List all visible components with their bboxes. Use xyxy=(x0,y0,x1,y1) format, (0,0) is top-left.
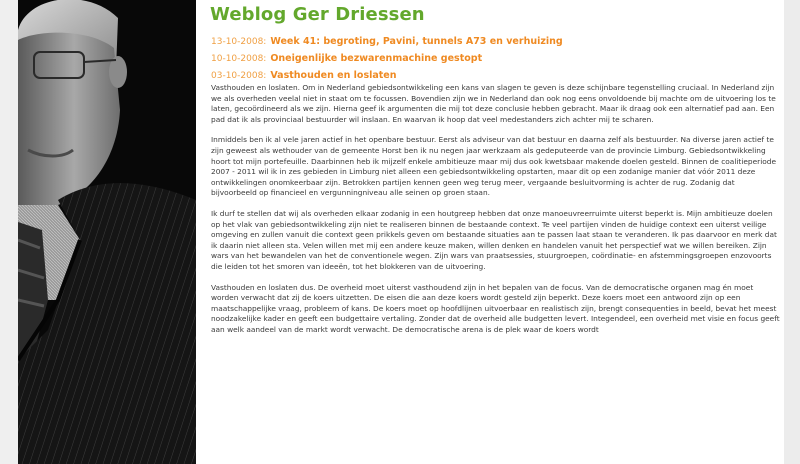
main-content xyxy=(196,0,784,464)
post-title[interactable]: Week 41: begroting, Pavini, tunnels A73 en verhuizing xyxy=(270,36,563,47)
article-paragraph: Ik durf te stellen dat wij als overheden elkaar zodanig in een houtgreep hebben dat onze manoeuvreerruimte uiterst beperkt is. Mijn ambitieuze doelen op het vlak van gebiedsontwikkeling zijn niet te realiseren binnen de bestaande context. Te veel partijen vinden de huidige context een uiterst veilige omgeving en zullen vanuit die context geen prikkels geven om bestaande situaties aan te passen laat staan te veranderen. Ik pas daarvoor en merk dat ik daarin niet alleen sta. Velen willen met mij een andere keuze maken, willen denken en handelen vanuit het perspectief wat we willen bereiken. Zijn wars van het bewandelen van het de conventionele wegen. Zijn wars van praatsessies, stuurgroepen, coördinatie- en afstemmingsgroepen enzovoorts die leiden tot het smoren van ideeën, tot het blokkeren van de uitvoering. xyxy=(211,208,777,271)
post-title[interactable]: Oneigenlijke bezwarenmachine gestopt xyxy=(270,53,483,64)
post-date: 10-10-2008: xyxy=(211,54,267,64)
article-body xyxy=(211,83,781,345)
post-date: 13-10-2008: xyxy=(211,37,267,47)
site-title[interactable]: Weblog Ger Driessen xyxy=(210,4,425,25)
post-link[interactable] xyxy=(211,70,397,81)
left-margin xyxy=(0,0,18,464)
post-date: 03-10-2008: xyxy=(211,71,267,81)
article-paragraph: Inmiddels ben ik al vele jaren actief in het openbare bestuur. Eerst als adviseur van dat bestuur en daarna zelf als bestuurder. Na diverse jaren actief te zijn geweest als wethouder van de gemeente Horst ben ik nu negen jaar werkzaam als gedeputeerde van de provincie Limburg. Gebiedsontwikkeling hoort tot mijn portefeuille. Daarbinnen heb ik mijzelf enkele ambitieuze maar mij dus ook kwetsbaar makende doelen gesteld. Binnen de coalitieperiode 2007 - 2011 wil ik in zes gebieden in Limburg niet alleen een gebiedsontwikkeling opstarten, maar dit op een zodanige manier dat vóór 2011 deze ontwikkelingen onomkeerbaar zijn. Betrokken partijen kennen geen weg terug meer, vergaande besluitvorming is achter de rug. Zodanig dat bijvoorbeeld op financieel en vergunningniveau alle seinen op groen staan. xyxy=(211,135,777,198)
post-title[interactable]: Vasthouden en loslaten xyxy=(270,70,397,81)
article-paragraph: Vasthouden en loslaten dus. De overheid moet uiterst vasthoudend zijn in het bepalen van de focus. Van de democratische organen mag én moet worden verwacht dat zij de koers uitzetten. De eisen die aan deze koers wordt gesteld zijn beperkt. Deze koers moet een antwoord zijn op een maatschappelijke vraag, probleem of kans. De koers moet op hoofdlijnen uitvoerbaar en realistisch zijn, brengt consequenties in beeld, bevat het meest noodzakelijke kader en geeft een budgettaire vertaling. Zonder dat de overheid alle budgetten levert. Integendeel, een overheid met visie en focus geeft aan welk aandeel van de markt wordt verwacht. De democratische arena is de plek waar de koers wordt xyxy=(211,282,780,334)
portrait-photo xyxy=(18,0,196,464)
article-paragraph: Vasthouden en loslaten. Om in Nederland gebiedsontwikkeling een kans van slagen te geven is deze schijnbare tegenstelling cruciaal. In Nederland zijn we als overheden veelal niet in staat om te focussen. Bovendien zijn we in Nederland dan ook nog eens onvoldoende bij machte om de uitvoering los te laten, gecoördineerd als we zijn. Hierna geef ik argumenten die mij tot deze conclusie hebben gebracht. Maar ik draag ook een alternatief pad aan. Een pad dat ik als provinciaal bestuurder wil inslaan. En waarvan ik hoop dat veel medestanders zich achter mij te scharen. xyxy=(211,83,776,124)
post-link[interactable] xyxy=(211,36,563,47)
right-margin xyxy=(784,0,800,464)
post-link[interactable] xyxy=(211,53,482,64)
